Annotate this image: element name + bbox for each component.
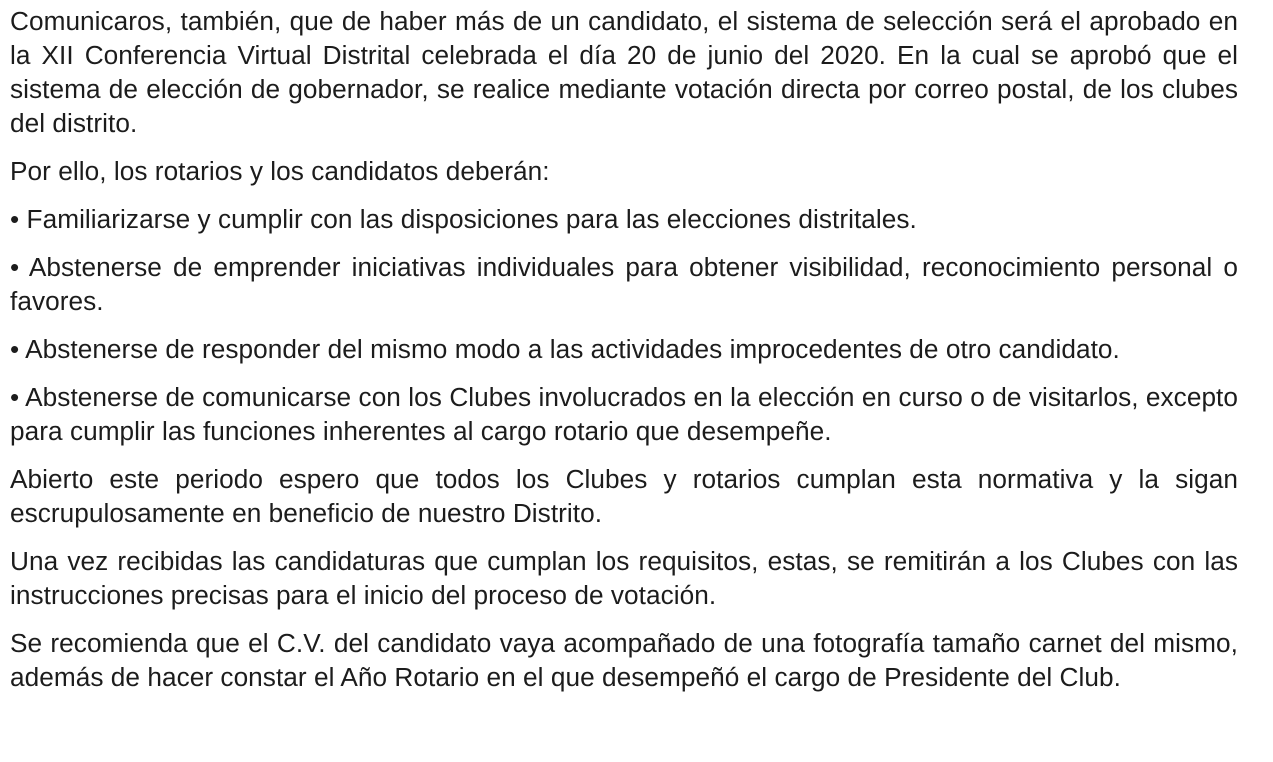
paragraph-cv-recommendation: Se recomienda que el C.V. del candidato vaya acompañado de una fotografía tamaño carnet del mismo, además de hacer constar el Año Rotario en el que desempeñó el cargo de Presidente del Club.	[10, 628, 1238, 692]
paragraph-selection-system: Comunicaros, también, que de haber más de un candidato, el sistema de selección será el aprobado en la XII Conferencia Virtual Distrital celebrada el día 20 de junio del 2020. En la cual se aprobó que el sistema de elección de gobernador, se realice mediante votación directa por correo postal, de los clubes del distrito.	[10, 6, 1238, 138]
document-page	[10, 4, 1238, 708]
paragraph-compliance: Abierto este periodo espero que todos los Clubes y rotarios cumplan esta normativa y la sigan escrupulosamente en beneficio de nuestro Distrito.	[10, 464, 1238, 528]
bullet-item-no-club-contact: • Abstenerse de comunicarse con los Clubes involucrados en la elección en curso o de visitarlos, excepto para cumplir las funciones inherentes al cargo rotario que desempeñe.	[10, 382, 1238, 446]
bullet-item-familiarize: • Familiarizarse y cumplir con las disposiciones para las elecciones distritales.	[10, 204, 917, 234]
bullet-item-no-retaliation: • Abstenerse de responder del mismo modo a las actividades improcedentes de otro candidato.	[10, 334, 1120, 364]
paragraph-candidatures: Una vez recibidas las candidaturas que cumplan los requisitos, estas, se remitirán a los Clubes con las instrucciones precisas para el inicio del proceso de votación.	[10, 546, 1238, 610]
bullet-item-no-individual-initiatives: • Abstenerse de emprender iniciativas individuales para obtener visibilidad, reconocimiento personal o favores.	[10, 252, 1238, 316]
paragraph-obligations-intro: Por ello, los rotarios y los candidatos deberán:	[10, 156, 550, 186]
